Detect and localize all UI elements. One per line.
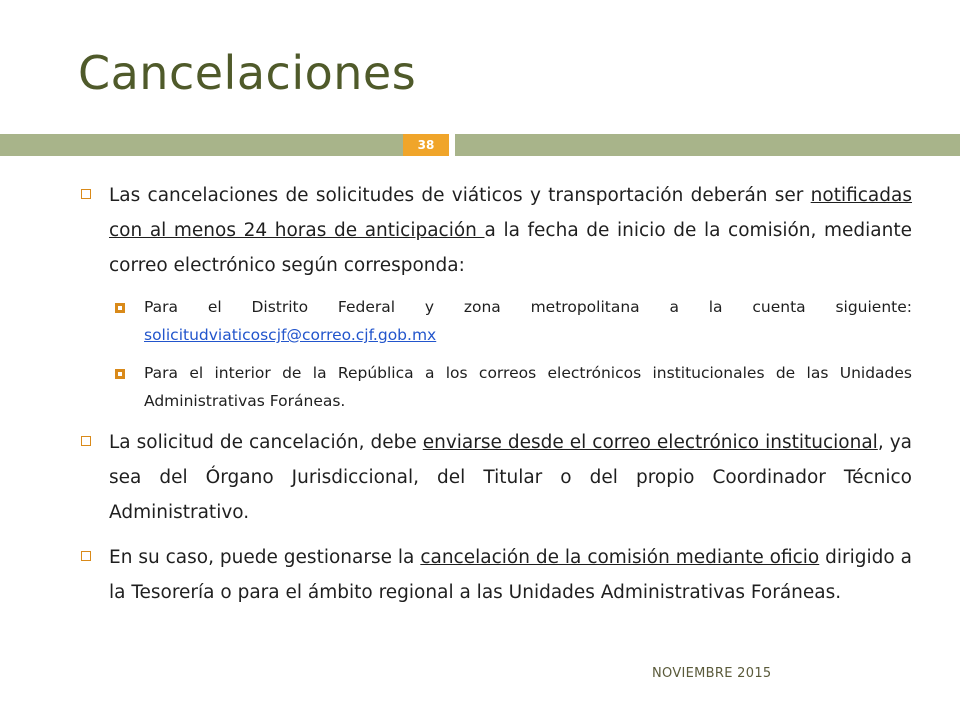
- bullet-item-notification: [70, 178, 912, 283]
- page-number-badge: 38: [403, 134, 449, 156]
- slide-content: [70, 178, 912, 620]
- bullet-item-oficio: [70, 540, 912, 610]
- bullet-underlined-text: notificadas con al menos 24 horas de anticipación: [109, 185, 912, 241]
- header-rule-left: [0, 134, 403, 156]
- bullet-text: La solicitud de cancelación, debe: [109, 432, 423, 453]
- slide-title: Cancelaciones: [78, 46, 417, 100]
- hollow-square-bullet-icon: [81, 189, 91, 199]
- hollow-square-bullet-icon: [81, 551, 91, 561]
- filled-square-bullet-icon: [115, 303, 125, 313]
- sub-bullet-text: Para el interior de la República a los correos electrónicos institucionales de las Unidades Administrativas Foráneas.: [144, 364, 912, 410]
- footer-date: NOVIEMBRE 2015: [652, 666, 772, 681]
- sub-bullet-text: Para el Distrito Federal y zona metropolitana a la cuenta siguiente:: [144, 298, 912, 316]
- bullet-underlined-text: cancelación de la comisión mediante oficio: [420, 547, 820, 568]
- bullet-text: En su caso, puede gestionarse la: [109, 547, 421, 568]
- sub-bullet-item-interior: [70, 359, 912, 415]
- bullet-text: , ya sea del Órgano Jurisdiccional, del Titular o del propio Coordinador Técnico Administrativo.: [109, 432, 912, 523]
- bullet-underlined-text: enviarse desde el correo electrónico institucional: [422, 432, 878, 453]
- email-link[interactable]: solicitudviaticoscjf@correo.cjf.gob.mx: [144, 326, 437, 344]
- sub-bullet-item-distrito-federal: [70, 293, 912, 349]
- filled-square-bullet-icon: [115, 369, 125, 379]
- bullet-item-institutional-email: [70, 425, 912, 530]
- header-rule-right: [455, 134, 960, 156]
- bullet-text: a la fecha de inicio de la comisión, mediante correo electrónico según corresponda:: [109, 220, 913, 276]
- hollow-square-bullet-icon: [81, 436, 91, 446]
- bullet-text: Las cancelaciones de solicitudes de viáticos y transportación deberán ser: [109, 185, 811, 206]
- bullet-text: dirigido a la Tesorería o para el ámbito regional a las Unidades Administrativas Foráneas.: [109, 547, 912, 603]
